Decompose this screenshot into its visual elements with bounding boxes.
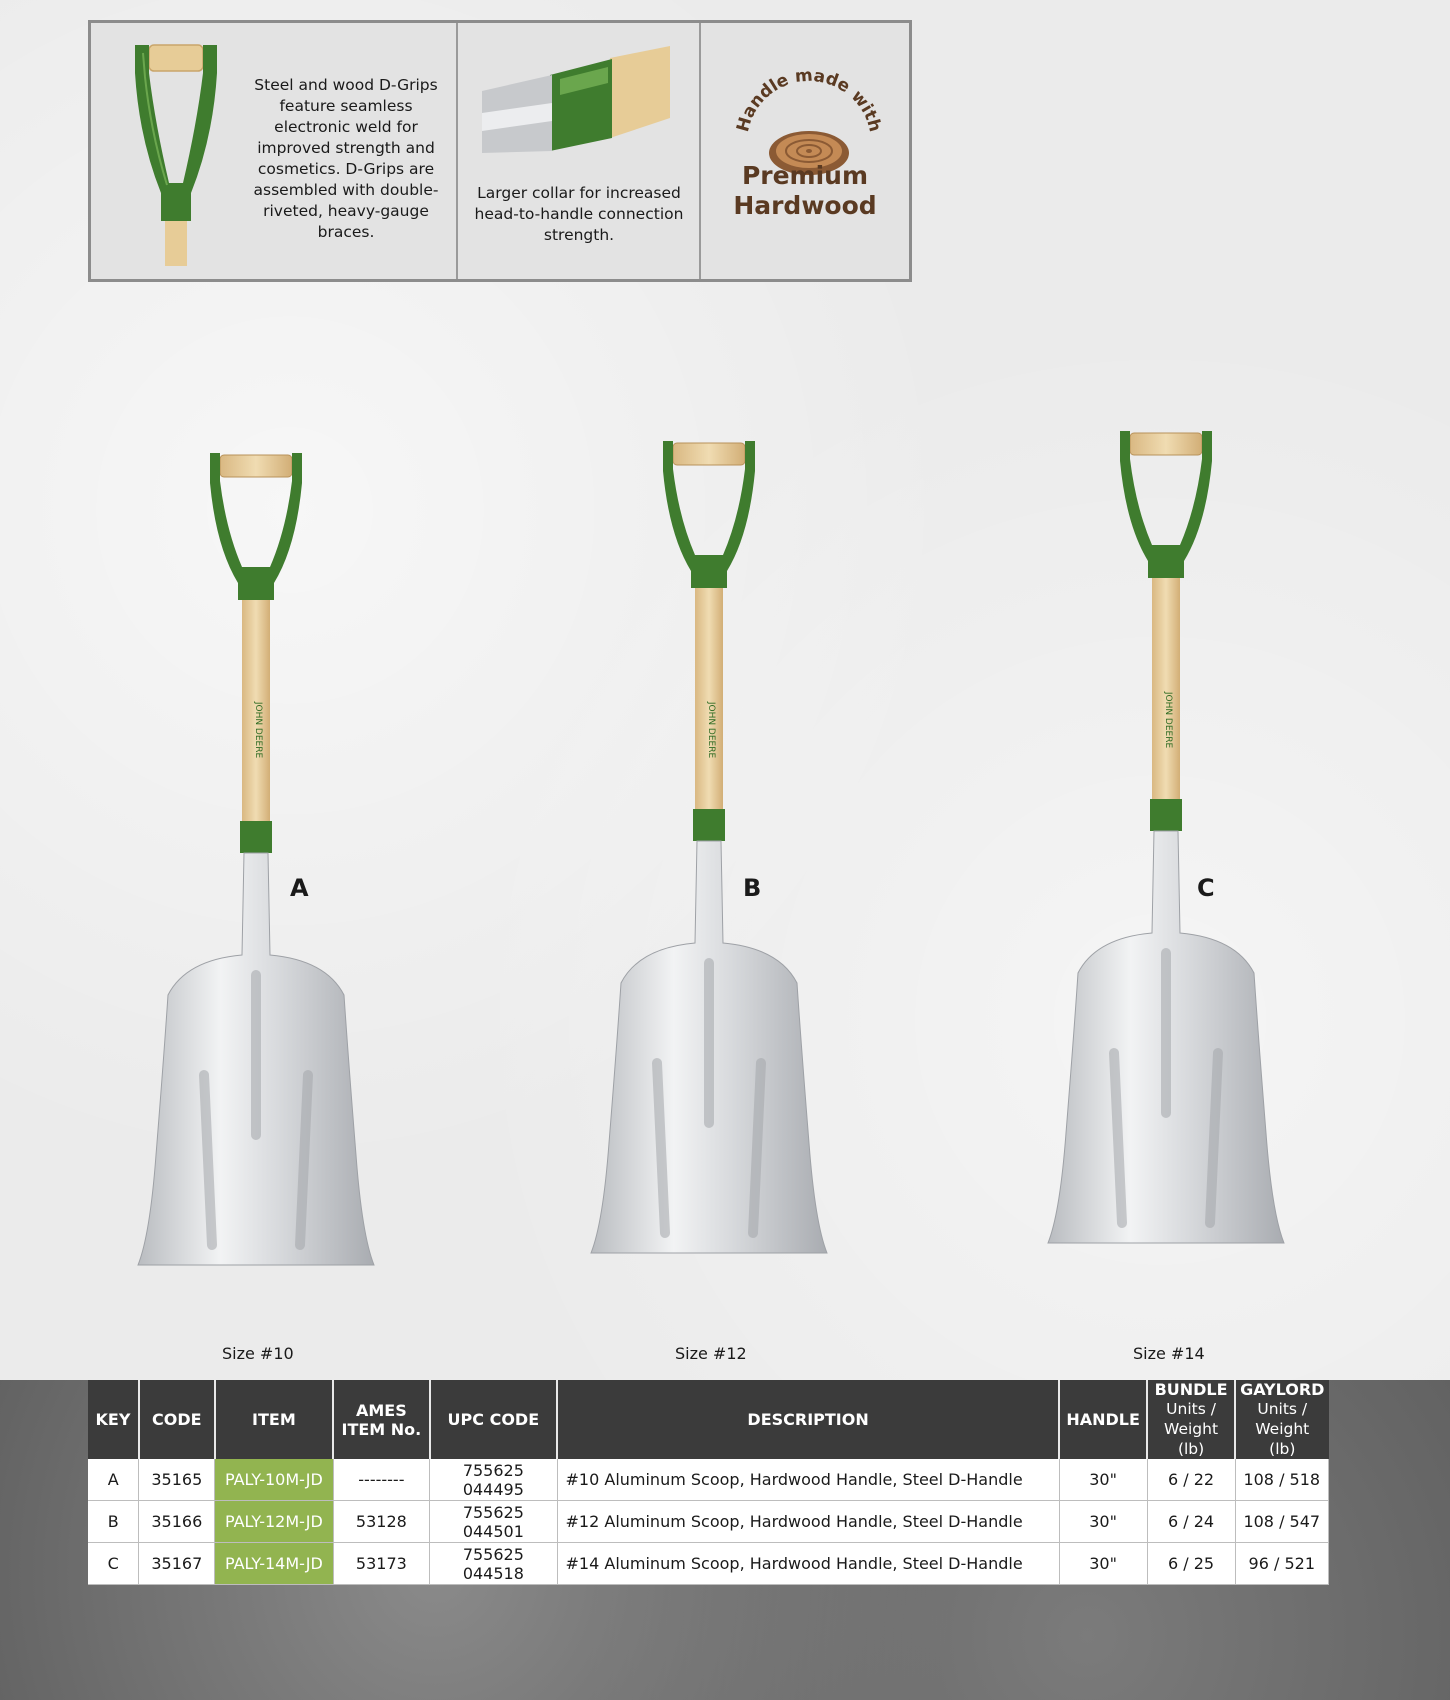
header-code: CODE — [139, 1380, 215, 1459]
cell-item: PALY-10M-JD — [215, 1459, 333, 1501]
svg-text:Handle made with: Handle made with — [733, 65, 885, 135]
header-gaylord-title: GAYLORD — [1240, 1380, 1325, 1399]
table-row — [88, 1543, 1329, 1585]
cell-gaylord: 108 / 547 — [1235, 1501, 1328, 1543]
size-label-a: Size #10 — [222, 1344, 294, 1363]
header-gaylord — [1235, 1380, 1328, 1459]
cell-gaylord: 96 / 521 — [1235, 1543, 1328, 1585]
size-label-c: Size #14 — [1133, 1344, 1205, 1363]
cell-handle: 30" — [1059, 1543, 1147, 1585]
cell-handle: 30" — [1059, 1459, 1147, 1501]
cell-code: 35165 — [139, 1459, 215, 1501]
header-upc: UPC CODE — [430, 1380, 557, 1459]
cell-key: A — [88, 1459, 139, 1501]
header-bundle — [1147, 1380, 1235, 1459]
cell-ames: -------- — [333, 1459, 430, 1501]
cell-ames: 53128 — [333, 1501, 430, 1543]
header-description: DESCRIPTION — [557, 1380, 1059, 1459]
cell-item: PALY-14M-JD — [215, 1543, 333, 1585]
table-row — [88, 1459, 1329, 1501]
cell-bundle: 6 / 25 — [1147, 1543, 1235, 1585]
cell-description: #14 Aluminum Scoop, Hardwood Handle, Steel D-Handle — [557, 1543, 1059, 1585]
header-bundle-sub1: Units / — [1166, 1400, 1216, 1418]
cell-upc: 755625 044501 — [430, 1501, 557, 1543]
cell-description: #12 Aluminum Scoop, Hardwood Handle, Steel D-Handle — [557, 1501, 1059, 1543]
cell-bundle: 6 / 24 — [1147, 1501, 1235, 1543]
header-ames-line2: ITEM No. — [341, 1419, 422, 1439]
cell-code: 35167 — [139, 1543, 215, 1585]
header-bundle-sub2: Weight (lb) — [1164, 1420, 1219, 1458]
header-bundle-title: BUNDLE — [1154, 1380, 1228, 1399]
cell-bundle: 6 / 22 — [1147, 1459, 1235, 1501]
table-header-row — [88, 1380, 1329, 1459]
cell-description: #10 Aluminum Scoop, Hardwood Handle, Steel D-Handle — [557, 1459, 1059, 1501]
header-ames — [333, 1380, 430, 1459]
shovel-key-b: B — [743, 874, 762, 902]
cell-upc: 755625 044495 — [430, 1459, 557, 1501]
cell-gaylord: 108 / 518 — [1235, 1459, 1328, 1501]
handle-brand-text-b: JOHN DEERE — [706, 701, 716, 759]
header-handle: HANDLE — [1059, 1380, 1147, 1459]
cell-upc: 755625 044518 — [430, 1543, 557, 1585]
shovel-key-a: A — [290, 874, 309, 902]
table-row — [88, 1501, 1329, 1543]
hardwood-title-line2: Hardwood — [733, 191, 877, 220]
cell-ames: 53173 — [333, 1543, 430, 1585]
hardwood-title-line1: Premium — [741, 161, 869, 190]
header-gaylord-sub2: Weight (lb) — [1255, 1420, 1310, 1458]
cell-handle: 30" — [1059, 1501, 1147, 1543]
cell-key: C — [88, 1543, 139, 1585]
header-item: ITEM — [215, 1380, 333, 1459]
cell-code: 35166 — [139, 1501, 215, 1543]
collar-description: Larger collar for increased head-to-handle connection strength. — [474, 184, 684, 244]
cell-key: B — [88, 1501, 139, 1543]
header-gaylord-sub1: Units / — [1257, 1400, 1308, 1418]
size-label-b: Size #12 — [675, 1344, 747, 1363]
header-key: KEY — [88, 1380, 139, 1459]
handle-brand-text-a: JOHN DEERE — [253, 701, 263, 759]
shovel-key-c: C — [1197, 874, 1215, 902]
dgrip-description: Steel and wood D-Grips feature seamless electronic weld for improved strength and cosmetics. D-Grips are assembled with double-riveted, heavy-gauge braces. — [253, 76, 439, 241]
handle-brand-text-c: JOHN DEERE — [1163, 691, 1173, 749]
header-ames-line1: AMES — [355, 1400, 407, 1420]
cell-item: PALY-12M-JD — [215, 1501, 333, 1543]
spec-table — [88, 1380, 1329, 1585]
